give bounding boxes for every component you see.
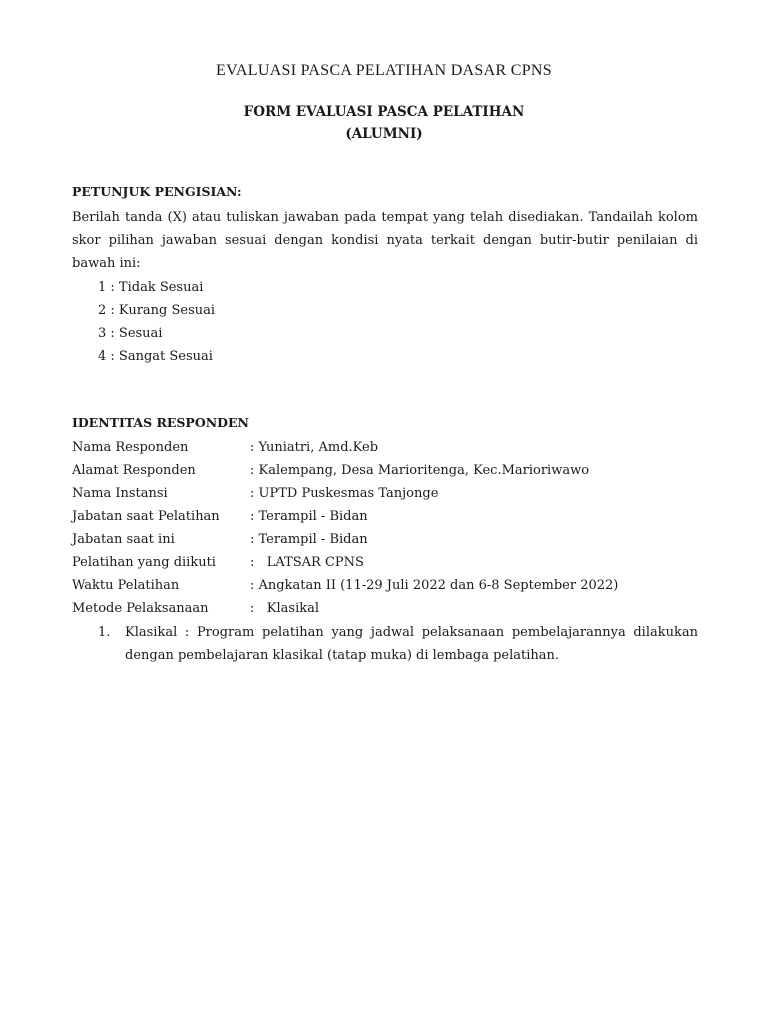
- identity-label: Nama Responden: [72, 440, 189, 455]
- identity-label: Metode Pelaksanaan: [72, 601, 209, 616]
- identity-row: [72, 597, 618, 620]
- document-title: EVALUASI PASCA PELATIHAN DASAR CPNS: [216, 62, 552, 79]
- instructions-heading: PETUNJUK PENGISIAN:: [72, 184, 242, 199]
- score-item: 2 : Kurang Sesuai: [98, 303, 216, 318]
- identity-label: Pelatihan yang diikuti: [72, 555, 216, 570]
- identity-label: Nama Instansi: [72, 486, 168, 501]
- identity-row: [72, 574, 618, 597]
- identity-heading: IDENTITAS RESPONDEN: [72, 415, 249, 430]
- method-note: [98, 621, 698, 667]
- identity-value: : UPTD Puskesmas Tanjonge: [250, 486, 439, 501]
- instructions-text: Berilah tanda (X) atau tuliskan jawaban pada tempat yang telah disediakan. Tandailah kolom skor pilihan jawaban sesuai dengan kondisi nyata terkait dengan butir-butir penilaian di bawah ini:: [72, 210, 698, 271]
- note-number: 1.: [98, 625, 111, 640]
- identity-row: [72, 482, 618, 505]
- score-item: 4 : Sangat Sesuai: [98, 349, 213, 364]
- score-item: 3 : Sesuai: [98, 326, 163, 341]
- identity-value: : Angkatan II (11-29 Juli 2022 dan 6-8 September 2022): [250, 578, 619, 593]
- identity-label: Jabatan saat ini: [72, 532, 175, 547]
- identity-label: Waktu Pelatihan: [72, 578, 180, 593]
- identity-value: : Kalempang, Desa Marioritenga, Kec.Marioriwawo: [250, 463, 590, 478]
- identity-value: : Terampil - Bidan: [250, 509, 368, 524]
- score-item: 1 : Tidak Sesuai: [98, 280, 204, 295]
- instructions-paragraph: [72, 206, 698, 275]
- identity-row: [72, 436, 618, 459]
- form-title: FORM EVALUASI PASCA PELATIHAN: [243, 104, 525, 120]
- score-legend: [98, 276, 215, 368]
- identity-label: Alamat Responden: [72, 463, 196, 478]
- identity-value: : LATSAR CPNS: [250, 555, 364, 570]
- form-subtitle: (ALUMNI): [345, 126, 423, 142]
- identity-table: [72, 436, 618, 620]
- identity-value: : Klasikal: [250, 601, 320, 616]
- identity-row: [72, 505, 618, 528]
- identity-row: [72, 528, 618, 551]
- note-text: Klasikal : Program pelatihan yang jadwal pelaksanaan pembelajarannya dilakukan dengan pembelajaran klasikal (tatap muka) di lembaga pelatihan.: [125, 625, 698, 663]
- identity-row: [72, 459, 618, 482]
- identity-value: : Terampil - Bidan: [250, 532, 368, 547]
- identity-label: Jabatan saat Pelatihan: [72, 509, 220, 524]
- identity-value: : Yuniatri, Amd.Keb: [250, 440, 379, 455]
- identity-row: [72, 551, 618, 574]
